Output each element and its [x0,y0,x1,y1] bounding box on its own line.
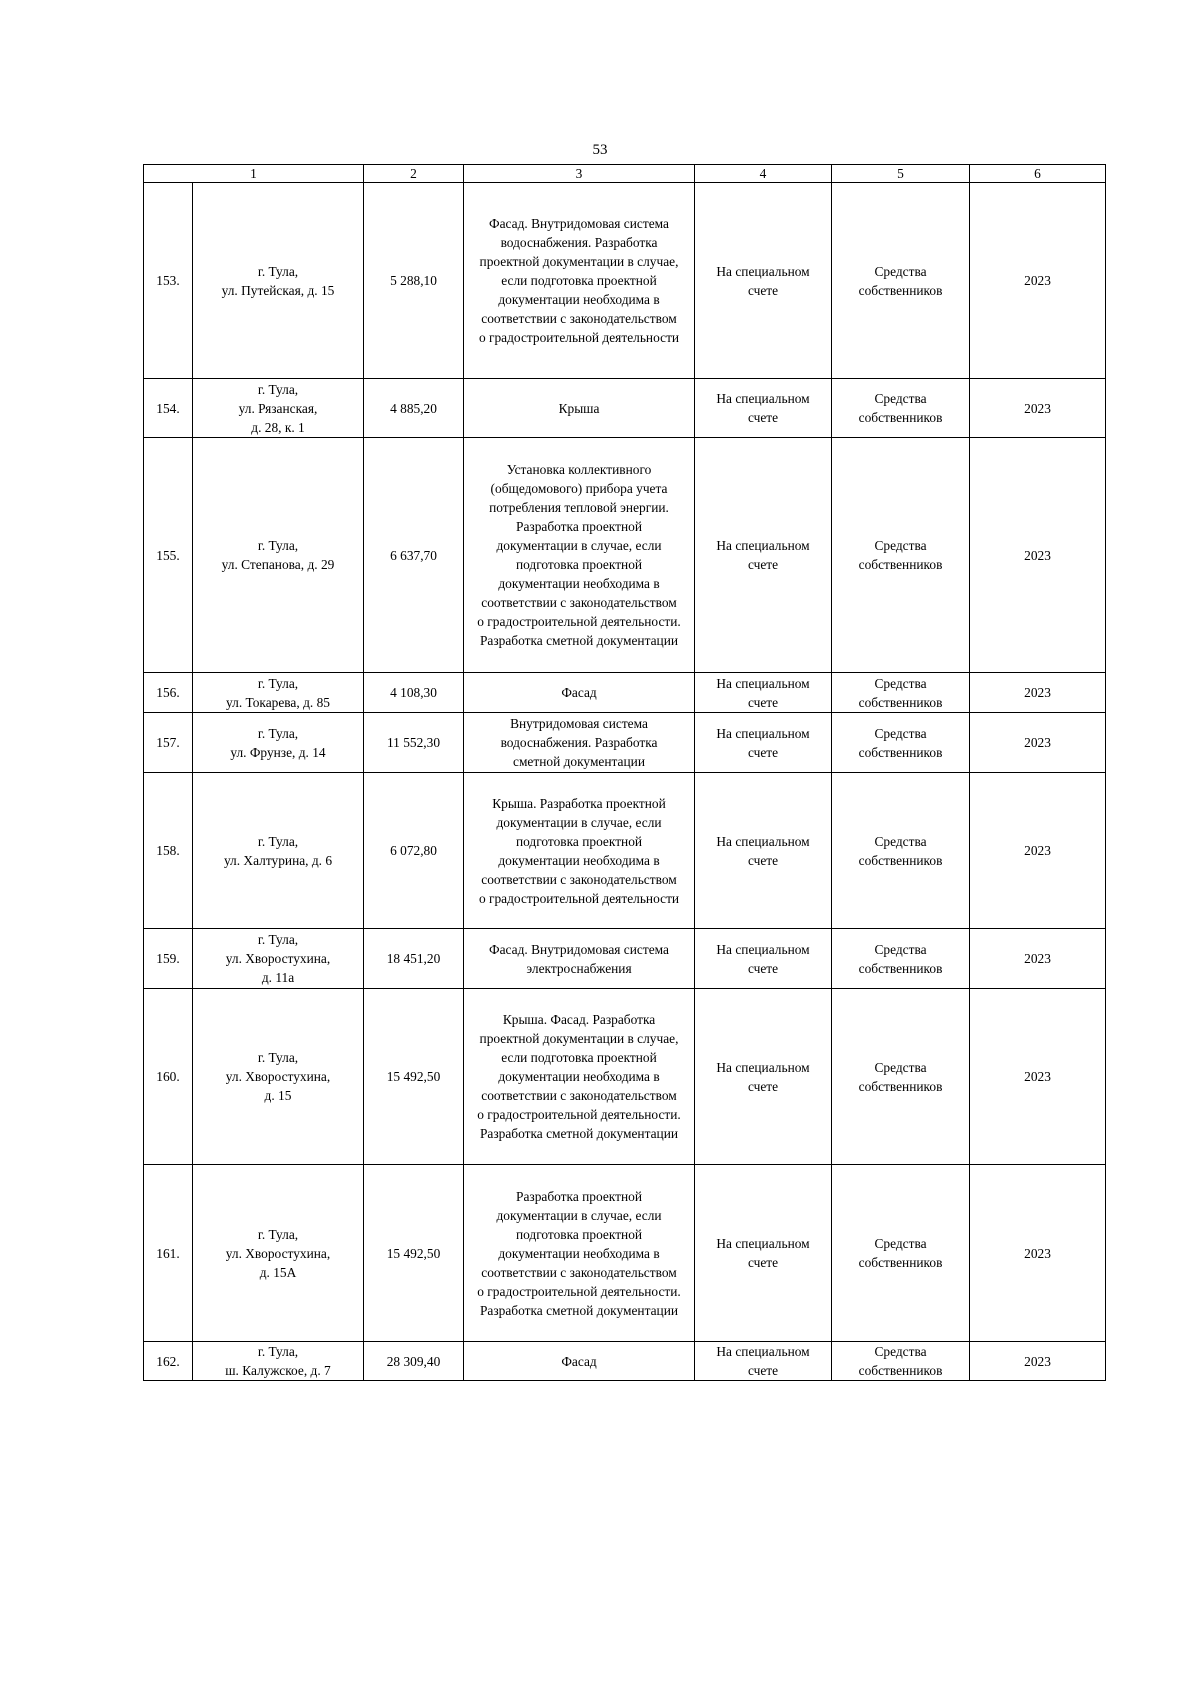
address-cell: г. Тула, ш. Калужское, д. 7 [193,1342,364,1381]
row-number: 156. [144,673,193,713]
area-cell: 15 492,50 [364,1165,464,1342]
row-number: 153. [144,183,193,379]
fund-cell: На специальном счете [695,1165,832,1342]
year-cell: 2023 [970,929,1106,989]
year-cell: 2023 [970,1165,1106,1342]
source-cell: Средства собственников [832,989,970,1165]
column-number-row [144,165,1106,183]
address-cell: г. Тула, ул. Фрунзе, д. 14 [193,713,364,773]
source-cell: Средства собственников [832,379,970,438]
fund-cell: На специальном счете [695,773,832,929]
column-header-2: 2 [364,165,464,183]
year-cell: 2023 [970,1342,1106,1381]
year-cell: 2023 [970,379,1106,438]
column-header-1: 1 [144,165,364,183]
fund-cell: На специальном счете [695,183,832,379]
works-cell: Фасад. Внутридомовая система водоснабжения. Разработка проектной документации в случае, если подготовка проектной документации необходима в соответствии с законодательством о градостроительной деятельности [464,183,695,379]
table-row [144,773,1106,929]
area-cell: 15 492,50 [364,989,464,1165]
area-cell: 18 451,20 [364,929,464,989]
area-cell: 4 108,30 [364,673,464,713]
column-header-4: 4 [695,165,832,183]
fund-cell: На специальном счете [695,438,832,673]
column-header-6: 6 [970,165,1106,183]
works-cell: Крыша. Фасад. Разработка проектной документации в случае, если подготовка проектной документации необходима в соответствии с законодательством о градостроительной деятельности. Разработка сметной документации [464,989,695,1165]
works-cell: Установка коллективного (общедомового) прибора учета потребления тепловой энергии. Разработка проектной документации в случае, если подготовка проектной документации необходима в соответствии с законодательством о градостроительной деятельности. Разработка сметной документации [464,438,695,673]
source-cell: Средства собственников [832,1165,970,1342]
row-number: 161. [144,1165,193,1342]
address-cell: г. Тула, ул. Рязанская, д. 28, к. 1 [193,379,364,438]
area-cell: 6 072,80 [364,773,464,929]
area-cell: 5 288,10 [364,183,464,379]
row-number: 160. [144,989,193,1165]
row-number: 154. [144,379,193,438]
fund-cell: На специальном счете [695,1342,832,1381]
area-cell: 6 637,70 [364,438,464,673]
works-cell: Внутридомовая система водоснабжения. Разработка сметной документации [464,713,695,773]
fund-cell: На специальном счете [695,673,832,713]
address-cell: г. Тула, ул. Степанова, д. 29 [193,438,364,673]
source-cell: Средства собственников [832,773,970,929]
table-row [144,379,1106,438]
fund-cell: На специальном счете [695,713,832,773]
table-row [144,1342,1106,1381]
year-cell: 2023 [970,989,1106,1165]
table-row [144,713,1106,773]
table-row [144,438,1106,673]
works-cell: Фасад [464,673,695,713]
source-cell: Средства собственников [832,673,970,713]
area-cell: 11 552,30 [364,713,464,773]
source-cell: Средства собственников [832,713,970,773]
year-cell: 2023 [970,183,1106,379]
source-cell: Средства собственников [832,438,970,673]
table-row [144,989,1106,1165]
source-cell: Средства собственников [832,929,970,989]
column-header-5: 5 [832,165,970,183]
source-cell: Средства собственников [832,183,970,379]
address-cell: г. Тула, ул. Хворостухина, д. 11а [193,929,364,989]
works-cell: Крыша. Разработка проектной документации в случае, если подготовка проектной документации необходима в соответствии с законодательством о градостроительной деятельности [464,773,695,929]
area-cell: 28 309,40 [364,1342,464,1381]
address-cell: г. Тула, ул. Хворостухина, д. 15А [193,1165,364,1342]
fund-cell: На специальном счете [695,989,832,1165]
row-number: 158. [144,773,193,929]
address-cell: г. Тула, ул. Токарева, д. 85 [193,673,364,713]
year-cell: 2023 [970,713,1106,773]
address-cell: г. Тула, ул. Путейская, д. 15 [193,183,364,379]
row-number: 162. [144,1342,193,1381]
source-cell: Средства собственников [832,1342,970,1381]
column-header-3: 3 [464,165,695,183]
row-number: 159. [144,929,193,989]
works-cell: Крыша [464,379,695,438]
year-cell: 2023 [970,773,1106,929]
capital-repair-table [143,164,1106,1381]
works-cell: Фасад. Внутридомовая система электроснабжения [464,929,695,989]
table-row [144,929,1106,989]
year-cell: 2023 [970,673,1106,713]
table-row [144,183,1106,379]
table-row [144,673,1106,713]
page-number: 53 [592,142,608,158]
address-cell: г. Тула, ул. Халтурина, д. 6 [193,773,364,929]
table-row [144,1165,1106,1342]
row-number: 157. [144,713,193,773]
area-cell: 4 885,20 [364,379,464,438]
fund-cell: На специальном счете [695,929,832,989]
address-cell: г. Тула, ул. Хворостухина, д. 15 [193,989,364,1165]
works-cell: Фасад [464,1342,695,1381]
year-cell: 2023 [970,438,1106,673]
row-number: 155. [144,438,193,673]
works-cell: Разработка проектной документации в случае, если подготовка проектной документации необходима в соответствии с законодательством о градостроительной деятельности. Разработка сметной документации [464,1165,695,1342]
fund-cell: На специальном счете [695,379,832,438]
